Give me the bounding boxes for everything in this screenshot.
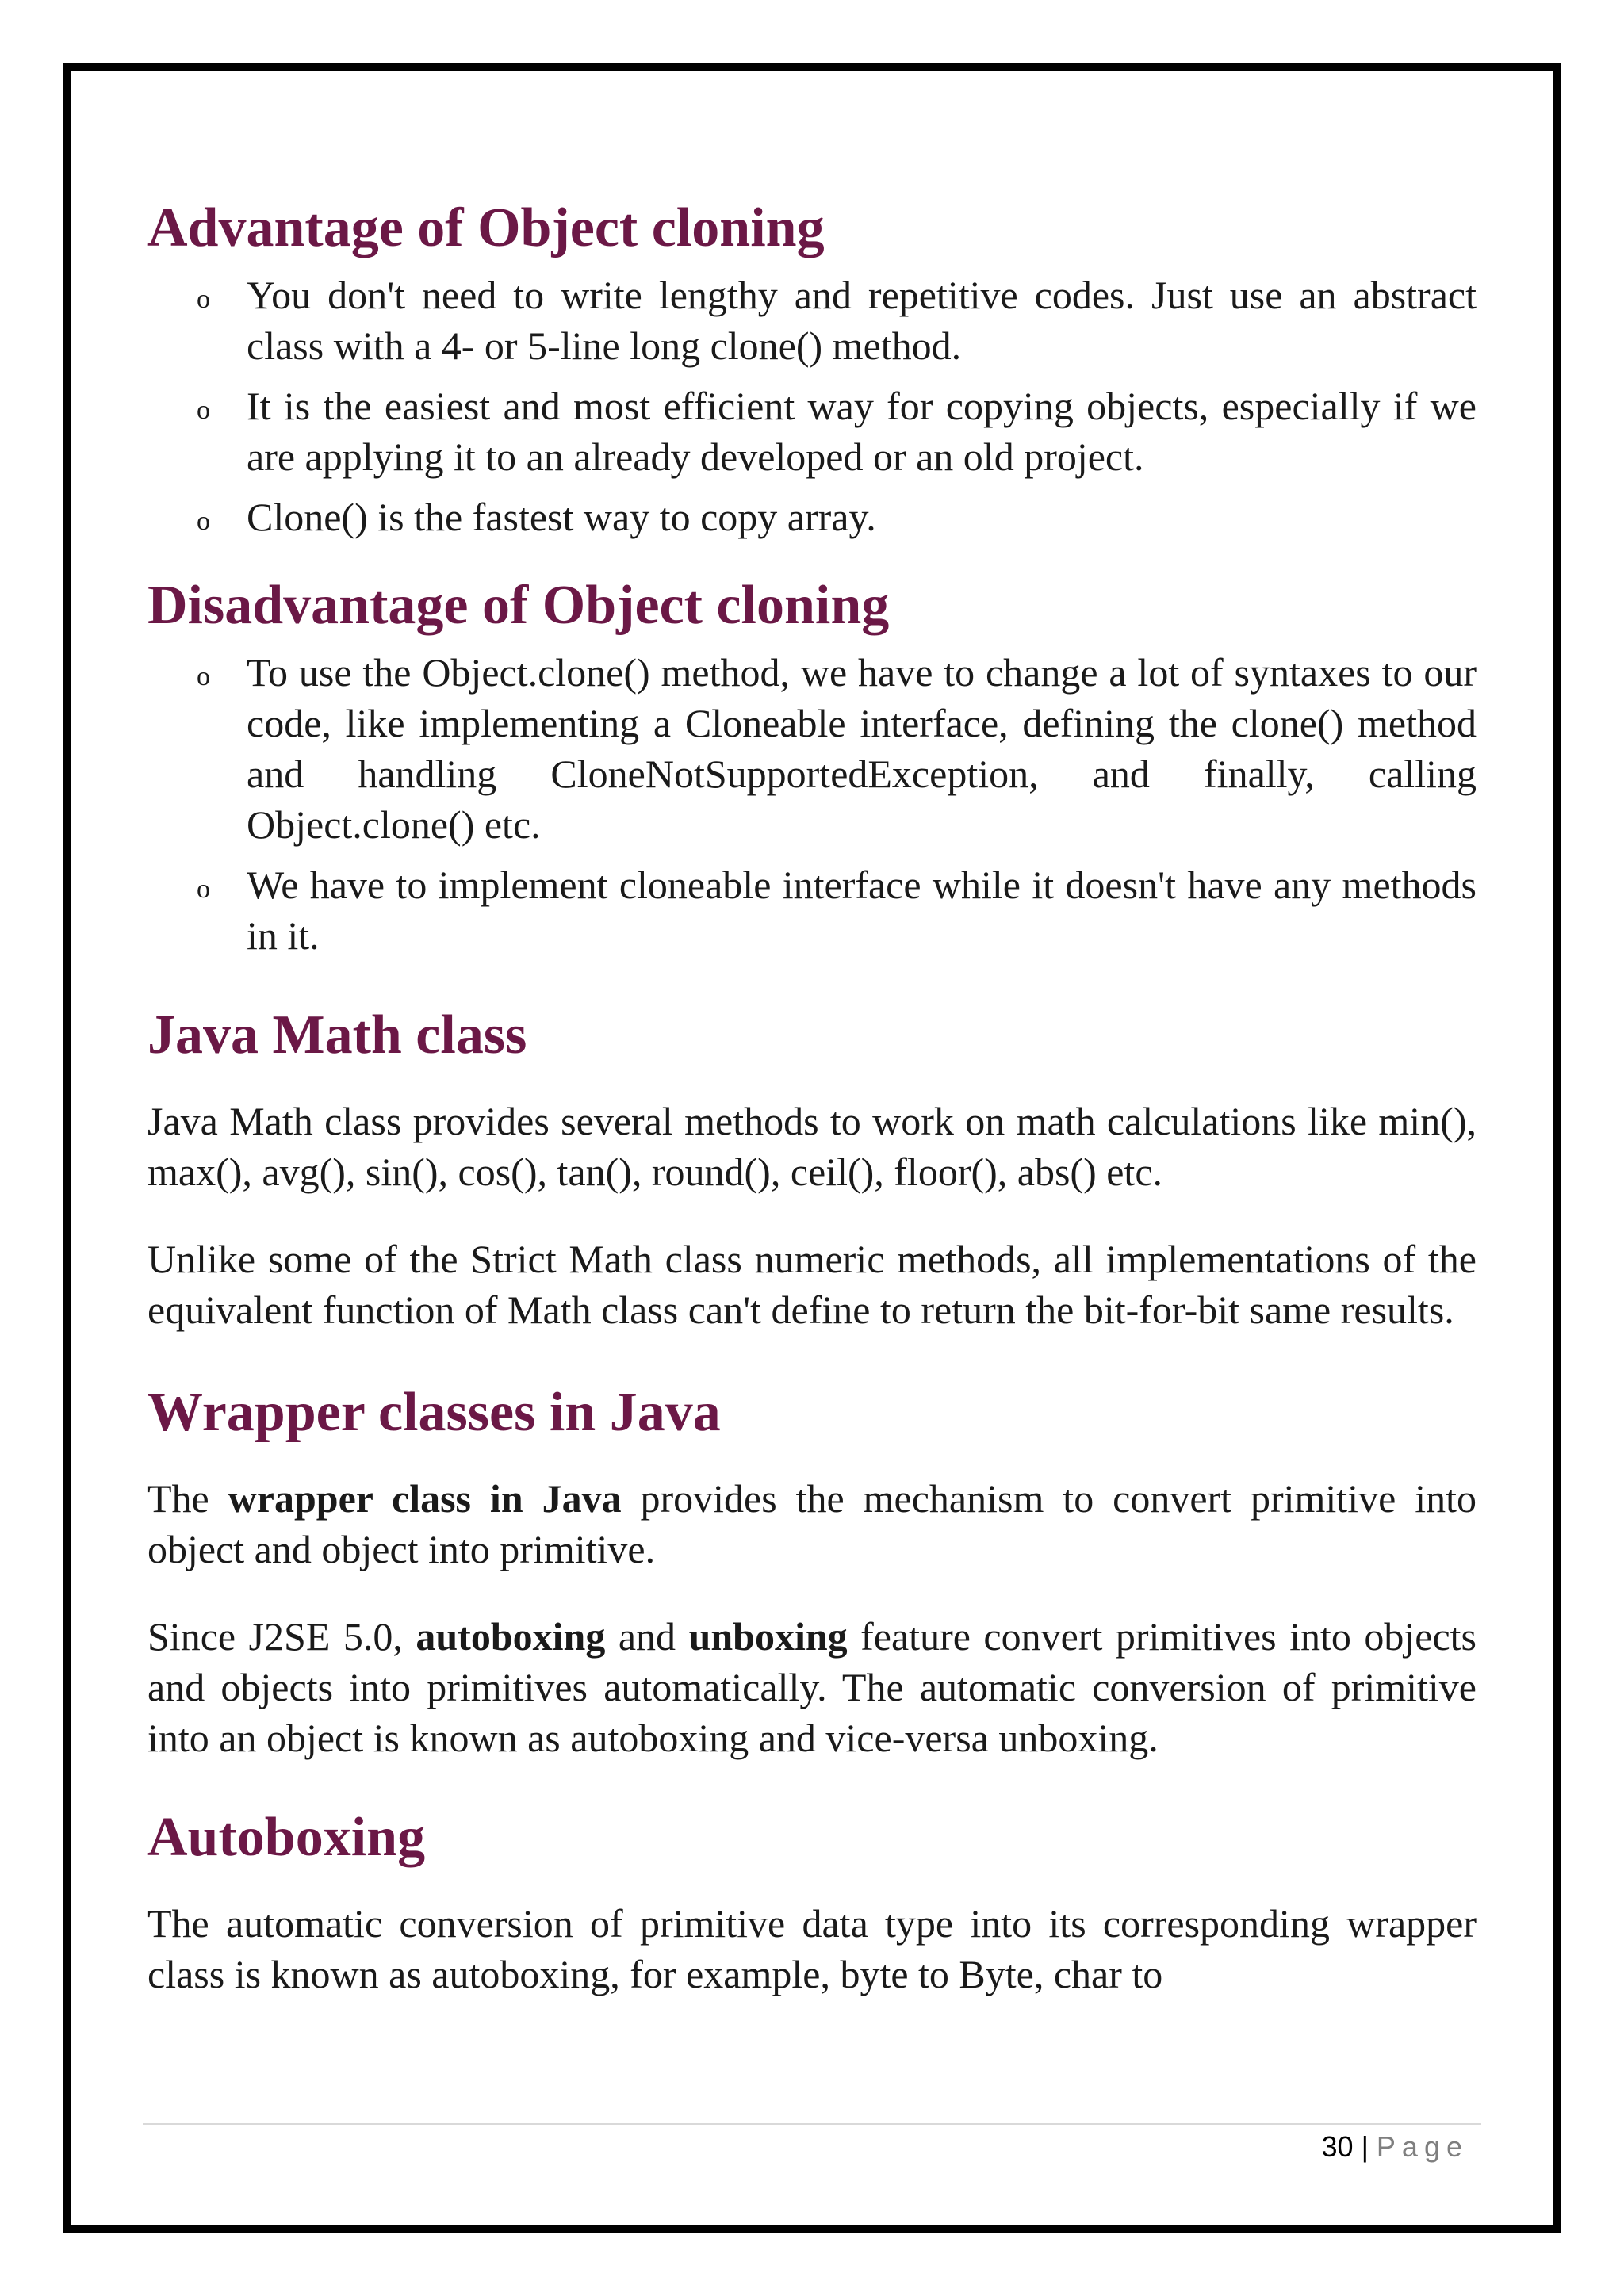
page-footer [1322, 2130, 1469, 2164]
wrapper-paragraph-2: Since J2SE 5.0, autoboxing and unboxing feature convert primitives into objects and objects into primitives automatically. The automatic conversion of primitive into an object is known as autoboxing and vice-versa unboxing. [147, 1614, 1477, 1760]
page-label: Page [1376, 2130, 1469, 2163]
wrapper-paragraph-1: The wrapper class in Java provides the mechanism to convert primitive into object and object into primitive. [147, 1476, 1477, 1571]
autoboxing-term: autoboxing [416, 1614, 606, 1659]
math-paragraph-2: Unlike some of the Strict Math class numeric methods, all implementations of the equivalent function of Math class can't define to return the bit-for-bit same results. [147, 1237, 1477, 1332]
page-content [147, 190, 1477, 1999]
list-item: o It is the easiest and most efficient way for copying objects, especially if we are applying it to an already developed or an old project. [197, 384, 1477, 479]
disadvantage-list [147, 647, 1477, 961]
bullet-icon: o [197, 874, 210, 904]
math-paragraph-1: Java Math class provides several methods to work on math calculations like min(), max(), avg(), sin(), cos(), tan(), round(), ceil(), floor(), abs() etc. [147, 1099, 1477, 1194]
bullet-icon: o [197, 396, 210, 425]
page-number: 30 [1321, 2130, 1354, 2163]
heading-math: Java Math class [147, 1004, 527, 1066]
bullet-icon: o [197, 285, 210, 314]
list-item: o Clone() is the fastest way to copy array. [147, 492, 1477, 542]
list-item: o To use the Object.clone() method, we have to change a lot of syntaxes to our code, like implementing a Cloneable interface, defining the clone() method and handling CloneNotSupportedException, and finally, calling Object.clone() etc. [197, 650, 1477, 847]
autoboxing-paragraph: The automatic conversion of primitive data type into its corresponding wrapper class is known as autoboxing, for example, byte to Byte, char to [147, 1901, 1477, 1996]
unboxing-term: unboxing [688, 1614, 848, 1659]
bullet-icon: o [197, 662, 210, 691]
heading-advantage: Advantage of Object cloning [147, 197, 825, 258]
advantage-list [147, 270, 1477, 542]
heading-wrapper: Wrapper classes in Java [147, 1382, 721, 1443]
bullet-icon: o [197, 507, 210, 536]
wrapper-term: wrapper class in Java [228, 1476, 622, 1521]
heading-autoboxing: Autoboxing [147, 1807, 426, 1868]
list-item: o You don't need to write lengthy and repetitive codes. Just use an abstract class with a 4- or 5-line long clone() method. [197, 273, 1477, 368]
footer-divider [143, 2123, 1481, 2125]
footer-separator: | [1361, 2130, 1369, 2163]
list-item: o We have to implement cloneable interface while it doesn't have any methods in it. [197, 863, 1477, 958]
heading-disadvantage: Disadvantage of Object cloning [147, 575, 890, 636]
